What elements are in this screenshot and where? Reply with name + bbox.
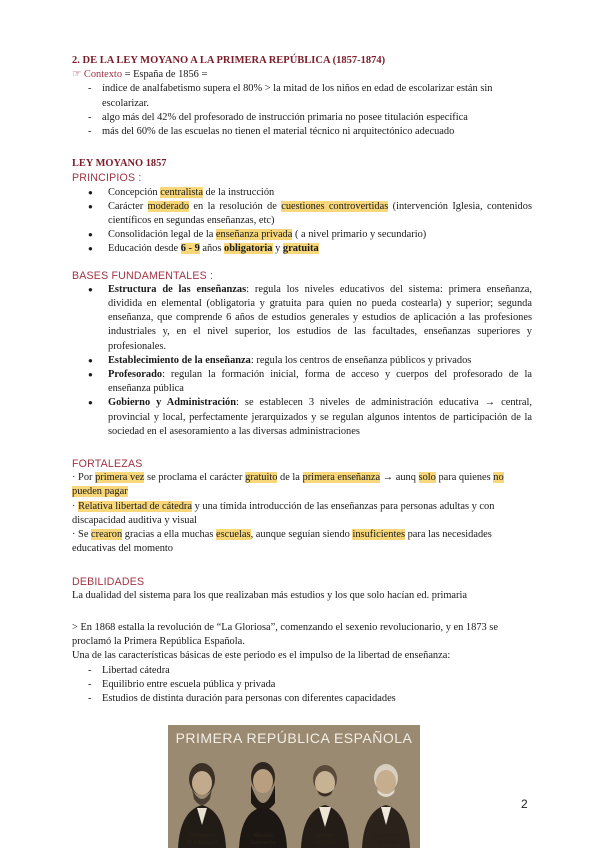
republica-paragraph: > En 1868 estalla la revolución de “La Gloriosa”, comenzando el sexenio revolucionario, y en 1873 se proclamó la Primera República Española.: [72, 621, 498, 648]
caption: Francisco Pi y Margall: [186, 833, 218, 846]
list-item: - algo más del 42% del profesorado de instrucción primaria no posee titulación específica: [72, 111, 532, 125]
list-item: - índice de analfabetismo supera el 80% > la mitad de los niños en edad de escolarizar están sin escolarizar.: [72, 82, 532, 110]
list-item: ● Establecimiento de la enseñanza: regula los centros de enseñanza públicos y privados: [72, 354, 532, 368]
ley-title: LEY MOYANO 1857: [72, 158, 167, 170]
fortaleza-1: · Por primera vez se proclama el carácter gratuito de la primera enseñanza → aunq solo para quienes no pueden pagar: [72, 472, 504, 498]
caption: Nicolás Salmerón: [250, 833, 276, 846]
principios-title: PRINCIPIOS :: [72, 172, 142, 185]
bases-list: [72, 283, 532, 439]
list-item: ● Gobierno y Administración: se establecen 3 niveles de administración educativa → central, provincial y local, perfectamente jerarquizados y se regulan algunos intentos de participación de la sociedad en el asesoramiento a las diversas administraciones: [72, 396, 532, 439]
debilidades-text: La dualidad del sistema para los que realizaban más estudios y los que solo hacían ed. primaria: [72, 589, 468, 601]
list-item: ● Estructura de las enseñanzas: regula los niveles educativos del sistema: primera enseñanza, dividida en elemental (obligatoria y gratuita para quien no pueda costearla) y superior; segunda enseñanza, que comprende 6 años de estudios generales y estudios de aplicación a las profesiones industriales y, en el nivel superior, los estudios de las facultades, enseñanzas superiores y profesionales.: [72, 283, 532, 354]
page-number: 2: [521, 797, 528, 811]
fortalezas-title: FORTALEZAS: [72, 458, 143, 471]
context-line: ☞ Contexto = España de 1856 =: [72, 69, 208, 81]
list-item: ● Consolidación legal de la enseñanza privada ( a nivel primario y secundario): [72, 228, 532, 242]
primera-republica-image: [168, 725, 420, 848]
list-item: - Libertad cátedra: [72, 664, 532, 678]
list-item: - más del 60% de las escuelas no tienen el material técnico ni arquitectónico adecuado: [72, 125, 532, 139]
list-item: ● Profesorado: regulan la formación inicial, forma de acceso y cuerpos del profesorado de la enseñanza pública: [72, 368, 532, 396]
list-item: - Equilibrio entre escuela pública y privada: [72, 678, 532, 692]
list-item: ● Carácter moderado en la resolución de cuestiones controvertidas (intervención Iglesia, contenidos científicos en segundas enseñanzas, etc): [72, 200, 532, 228]
republica-list: [72, 664, 532, 707]
bases-title: BASES FUNDAMENTALES :: [72, 269, 214, 282]
context-list: [72, 82, 532, 139]
list-item: - Estudios de distinta duración para personas con diferentes capacidades: [72, 692, 532, 706]
portraits: [174, 753, 414, 848]
fortaleza-3: · Se crearon gracias a ella muchas escuelas, aunque seguían siendo insuficientes para las necesidades educativas del momento: [72, 529, 492, 555]
image-title: PRIMERA REPÚBLICA ESPAÑOLA: [175, 730, 413, 746]
republica-intro: Una de las características básicas de este periodo es el impulso de la libertad de enseñanza:: [72, 650, 451, 662]
principios-list: [72, 186, 532, 257]
debilidades-title: DEBILIDADES: [72, 575, 145, 588]
portrait-pi-y-margall: [174, 753, 230, 848]
caption: Estanislao Figueras: [372, 833, 400, 846]
list-item: ● Educación desde 6 - 9 años obligatoria y gratuita: [72, 242, 532, 256]
fortaleza-2: · Relativa libertad de cátedra y una tímida introducción de las enseñanzas para personas adultas y con discapacidad auditiva y visual: [72, 500, 495, 526]
section-heading: 2. DE LA LEY MOYANO A LA PRIMERA REPÚBLICA (1857-1874): [72, 55, 386, 66]
portrait-castelar: [297, 753, 353, 848]
portrait-salmeron: [235, 753, 291, 848]
portrait-figueras: [358, 753, 414, 848]
caption: Emilio Castelar: [313, 833, 336, 846]
list-item: ● Concepción centralista de la instrucción: [72, 186, 532, 200]
document-page: [72, 54, 532, 706]
context-label: ☞ Contexto: [72, 69, 123, 81]
